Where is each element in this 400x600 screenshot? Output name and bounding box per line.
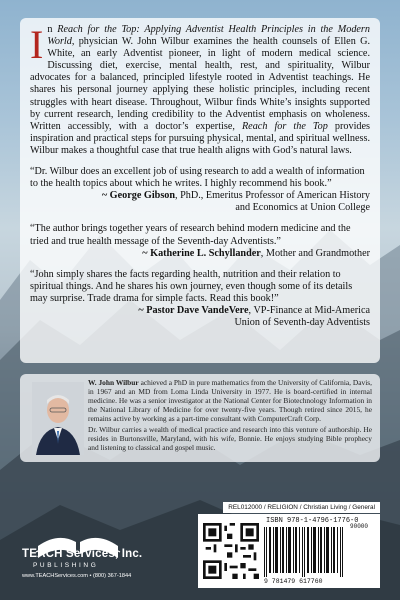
bio-paragraph: Dr. Wilbur carries a wealth of medical practice and research into this venture of authorship. He resides in Burtonsville, Maryland, with his wife, Bonnie. He enjoys studying Bible prophecy and listening to classical and gospel music. <box>88 425 372 452</box>
publisher-name: TEACH Services, Inc. <box>22 548 143 560</box>
barcode-number: 9 781479 617760 <box>264 578 323 585</box>
endorsement-quote: “Dr. Wilbur does an excellent job of using research to add a wealth of information to the health topics about which he writes. I highly recommend his book.” <box>30 166 365 190</box>
drop-cap: I <box>30 22 44 67</box>
author-bio-panel <box>20 374 380 462</box>
author-photo <box>32 382 84 455</box>
publisher-tagline: PUBLISHING <box>33 562 99 569</box>
qr-code-icon <box>203 523 259 579</box>
endorsement-attribution: ~ George Gibson, PhD., Emeritus Professor of American History <box>101 190 370 202</box>
bisac-category: REL012000 / RELIGION / Christian Living / General <box>223 502 380 513</box>
book-description: In Reach for the Top: Applying Adventist Health Principles in the Modern World, physician W. John Wilbur examines the health counsels of Ellen G. White, an early Adventist pioneer, in light of modern medical science. Discussing diet, exercise, mental health, rest, and spirituality, Wilbur advocates for a balanced, principled lifestyle rooted in Adventist teachings. He shares his personal journey applying these holistic principles, including recent struggles with heart disease. Throughout, Wilbur finds White’s insights supported by current research, lending credibility to the Adventist emphasis on wholeness. Written accessibly, with a doctor’s expertise, Reach for the Top provides inspiration and practical steps for pursuing physical, mental, and spiritual wellness. Wilbur makes a thoughtful case that true health aligns with God’s natural laws. <box>30 22 370 156</box>
endorsement <box>30 269 370 329</box>
endorsement-attribution: ~ Pastor Dave VandeVere, VP-Finance at Mid-America <box>138 304 370 316</box>
price-code: 90000 <box>350 523 369 530</box>
publisher-contact: www.TEACHServices.com • (800) 367-1844 <box>22 573 132 579</box>
endorsement-quote: “John simply shares the facts regarding health, nutrition and their relation to spiritual things. And he shares his own journey, even though some of its details may surprise. Trade drama for simple facts. Read this book!” <box>30 268 353 304</box>
isbn-text: ISBN 978-1-4796-1776-0 <box>266 517 359 525</box>
barcode-box <box>198 514 380 588</box>
description-panel <box>20 18 380 363</box>
book-title: Reach for the Top: Applying Adventist Health Principles in the Modern World <box>47 24 370 48</box>
endorsement-attribution: ~ Katherine L. Schyllander, Mother and Grandmother <box>142 247 370 259</box>
author-name: W. John Wilbur <box>88 378 139 387</box>
barcode-icon <box>264 527 344 577</box>
endorsement <box>30 223 370 259</box>
bio-paragraph: W. John Wilbur achieved a PhD in pure mathematics from the University of California, Davis, in 1967 and an MD from Loma Linda University in 1977. He is board-certified in internal medicine. He was a senior investigator at the National Center for Biotechnology Information in the National Library of Medicine for over twenty-five years. Though retired since 2015, he remains active by working as a part-time consultant with ComputerCraft Corp. <box>88 378 372 423</box>
endorsement-quote: “The author brings together years of research behind modern medicine and the tried and true health message of the Seventh-day Adventists.” <box>30 223 351 247</box>
book-title-short: Reach for the Top <box>241 120 328 132</box>
endorsement-attribution-line2: Union of Seventh-day Adventists <box>234 317 370 329</box>
author-bio <box>88 378 372 452</box>
endorsement-attribution-line2: and Economics at Union College <box>235 202 370 214</box>
endorsement <box>30 166 370 214</box>
